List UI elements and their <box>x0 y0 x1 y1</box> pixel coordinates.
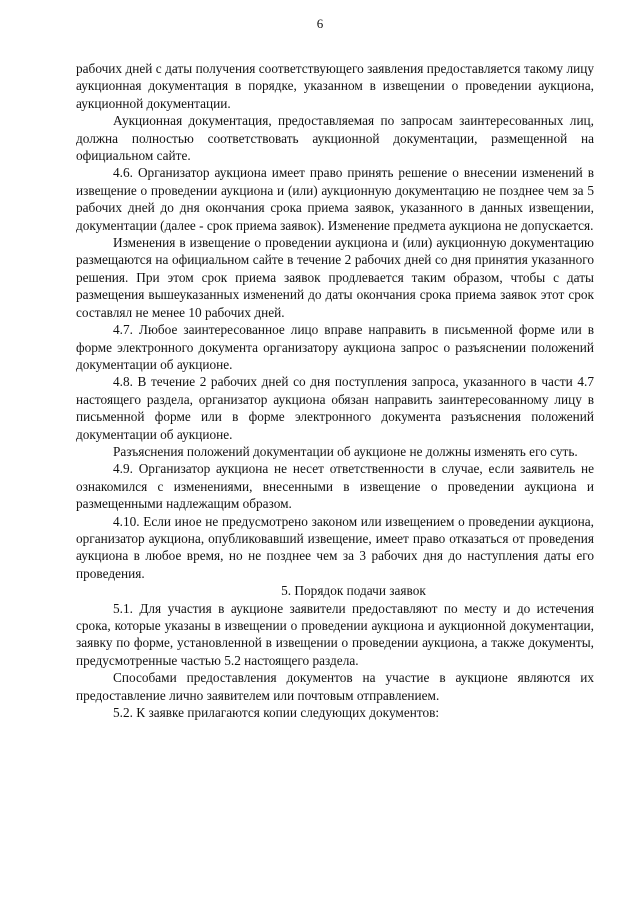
paragraph-4-8: 4.8. В течение 2 рабочих дней со дня поступления запроса, указанного в части 4.7 настоящего раздела, организатор аукциона обязан направить заинтересованному лицу в письменной форме или в форме электронного документа разъяснения положений документации об аукционе. <box>76 374 594 442</box>
paragraph-4-10: 4.10. Если иное не предусмотрено законом или извещением о проведении аукциона, организатор аукциона, опубликовавший извещение, имеет право отказаться от проведения аукциона в любое время, но не позднее чем за 3 рабочих дня до наступления даты его проведения. <box>76 513 594 581</box>
paragraph: Аукционная документация, предоставляемая по запросам заинтересованных лиц, должна полностью соответствовать аукционной документации, размещенной на официальном сайте. <box>76 113 594 164</box>
paragraph: Изменения в извещение о проведении аукциона и (или) аукционную документацию размещаются на официальном сайте в течение 2 рабочих дней со дня принятия указанного решения. При этом срок приема заявок продлевается таким образом, чтобы с даты размещения вышеуказанных изменений до даты окончания срока приема заявок этот срок составлял не менее 10 рабочих дней. <box>76 235 594 320</box>
paragraph-5-1: 5.1. Для участия в аукционе заявители предоставляют по месту и до истечения срока, которые указаны в извещении о проведении аукциона и аукционной документации, заявку по форме, установленной в извещении о проведении аукциона, а также документы, предусмотренные частью 5.2 настоящего раздела. <box>76 600 594 668</box>
document-body <box>76 60 594 721</box>
page-number: 6 <box>316 16 324 31</box>
paragraph: Разъяснения положений документации об аукционе не должны изменять его суть. <box>113 443 578 459</box>
paragraph-4-7: 4.7. Любое заинтересованное лицо вправе направить в письменной форме или в форме электронного документа организатору аукциона запрос о разъяснении положений документации об аукционе. <box>76 322 594 372</box>
paragraph-4-6: 4.6. Организатор аукциона имеет право принять решение о внесении изменений в извещение о проведении аукциона и (или) аукционную документацию не позднее чем за 5 рабочих дней до дня окончания срока приема заявок, указанного в данных извещении, документации (далее - срок приема заявок). Изменение предмета аукциона не допускается. <box>76 165 594 233</box>
paragraph: Способами предоставления документов на участие в аукционе являются их предоставление лично заявителем или почтовым отправлением. <box>76 670 594 703</box>
section-heading: 5. Порядок подачи заявок <box>281 583 426 599</box>
paragraph: рабочих дней с даты получения соответствующего заявления предоставляется такому лицу аукционная документация в порядке, указанном в извещении о проведении аукциона, аукционной документации. <box>76 61 594 111</box>
paragraph-5-2: 5.2. К заявке прилагаются копии следующих документов: <box>113 705 440 721</box>
paragraph-4-9: 4.9. Организатор аукциона не несет ответственности в случае, если заявитель не ознакомился с изменениями, внесенными в извещение о проведении аукциона и размещенными надлежащим образом. <box>76 461 594 512</box>
